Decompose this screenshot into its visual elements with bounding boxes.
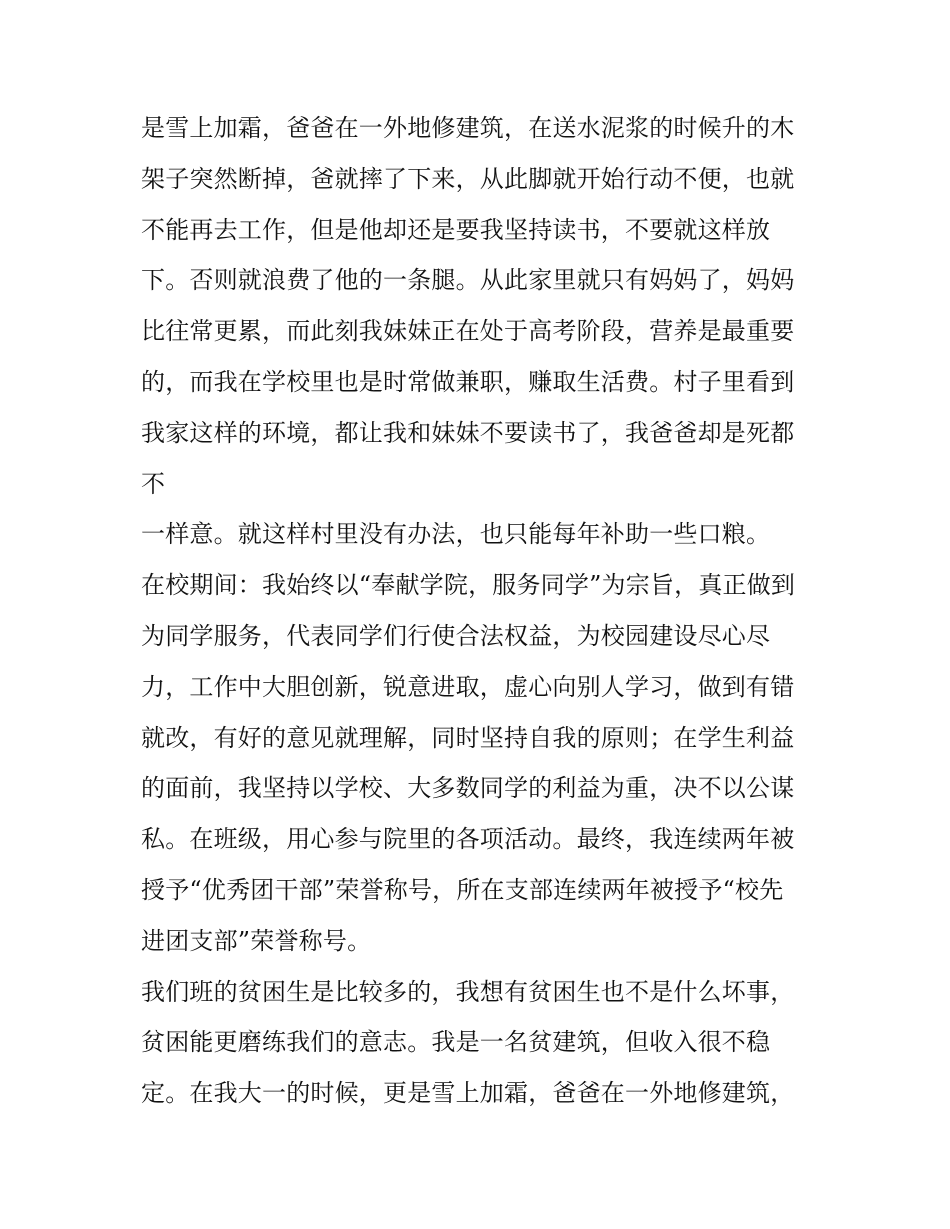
text-line-20: 定。在我大一的时候，更是雪上加霜，爸爸在一外地修建筑， (141, 1079, 795, 1108)
text-line-11: 为同学服务，代表同学们行使合法权益，为校园建设尽心尽 (141, 621, 771, 650)
text-line-12: 力，工作中大胆创新，锐意进取，虚心向别人学习，做到有错 (141, 672, 795, 701)
text-line-19: 贫困能更磨练我们的意志。我是一名贫建筑，但收入很不稳 (141, 1028, 771, 1057)
body-text (141, 103, 821, 1119)
text-line-9: 一样意。就这样村里没有办法，也只能每年补助一些口粮。 (141, 520, 771, 549)
text-line-5: 比往常更累，而此刻我妹妹正在处于高考阶段，营养是最重要 (141, 317, 795, 346)
text-line-15: 私。在班级，用心参与院里的各项活动。最终，我连续两年被 (141, 825, 795, 854)
text-line-6: 的，而我在学校里也是时常做兼职，赚取生活费。村子里看到 (141, 367, 795, 396)
text-line-7: 我家这样的环境，都让我和妹妹不要读书了，我爸爸却是死都 (141, 418, 795, 447)
text-line-4: 下。否则就浪费了他的一条腿。从此家里就只有妈妈了，妈妈 (141, 266, 795, 295)
text-line-10: 在校期间：我始终以“奉献学院，服务同学”为宗旨，真正做到 (141, 571, 796, 600)
text-line-8: 不 (141, 469, 166, 498)
text-line-2: 架子突然断掉，爸就摔了下来，从此脚就开始行动不便，也就 (141, 164, 795, 193)
text-line-18: 我们班的贫困生是比较多的，我想有贫困生也不是什么坏事， (141, 977, 795, 1006)
text-line-13: 就改，有好的意见就理解，同时坚持自我的原则；在学生利益 (141, 723, 795, 752)
text-line-17: 进团支部”荣誉称号。 (141, 926, 372, 955)
text-line-14: 的面前，我坚持以学校、大多数同学的利益为重，决不以公谋 (141, 774, 795, 803)
text-line-16: 授予“优秀团干部”荣誉称号，所在支部连续两年被授予“校先 (141, 875, 784, 904)
text-line-1: 是雪上加霜，爸爸在一外地修建筑，在送水泥浆的时候升的木 (141, 114, 795, 142)
text-line-3: 不能再去工作，但是他却还是要我坚持读书，不要就这样放 (141, 215, 771, 244)
